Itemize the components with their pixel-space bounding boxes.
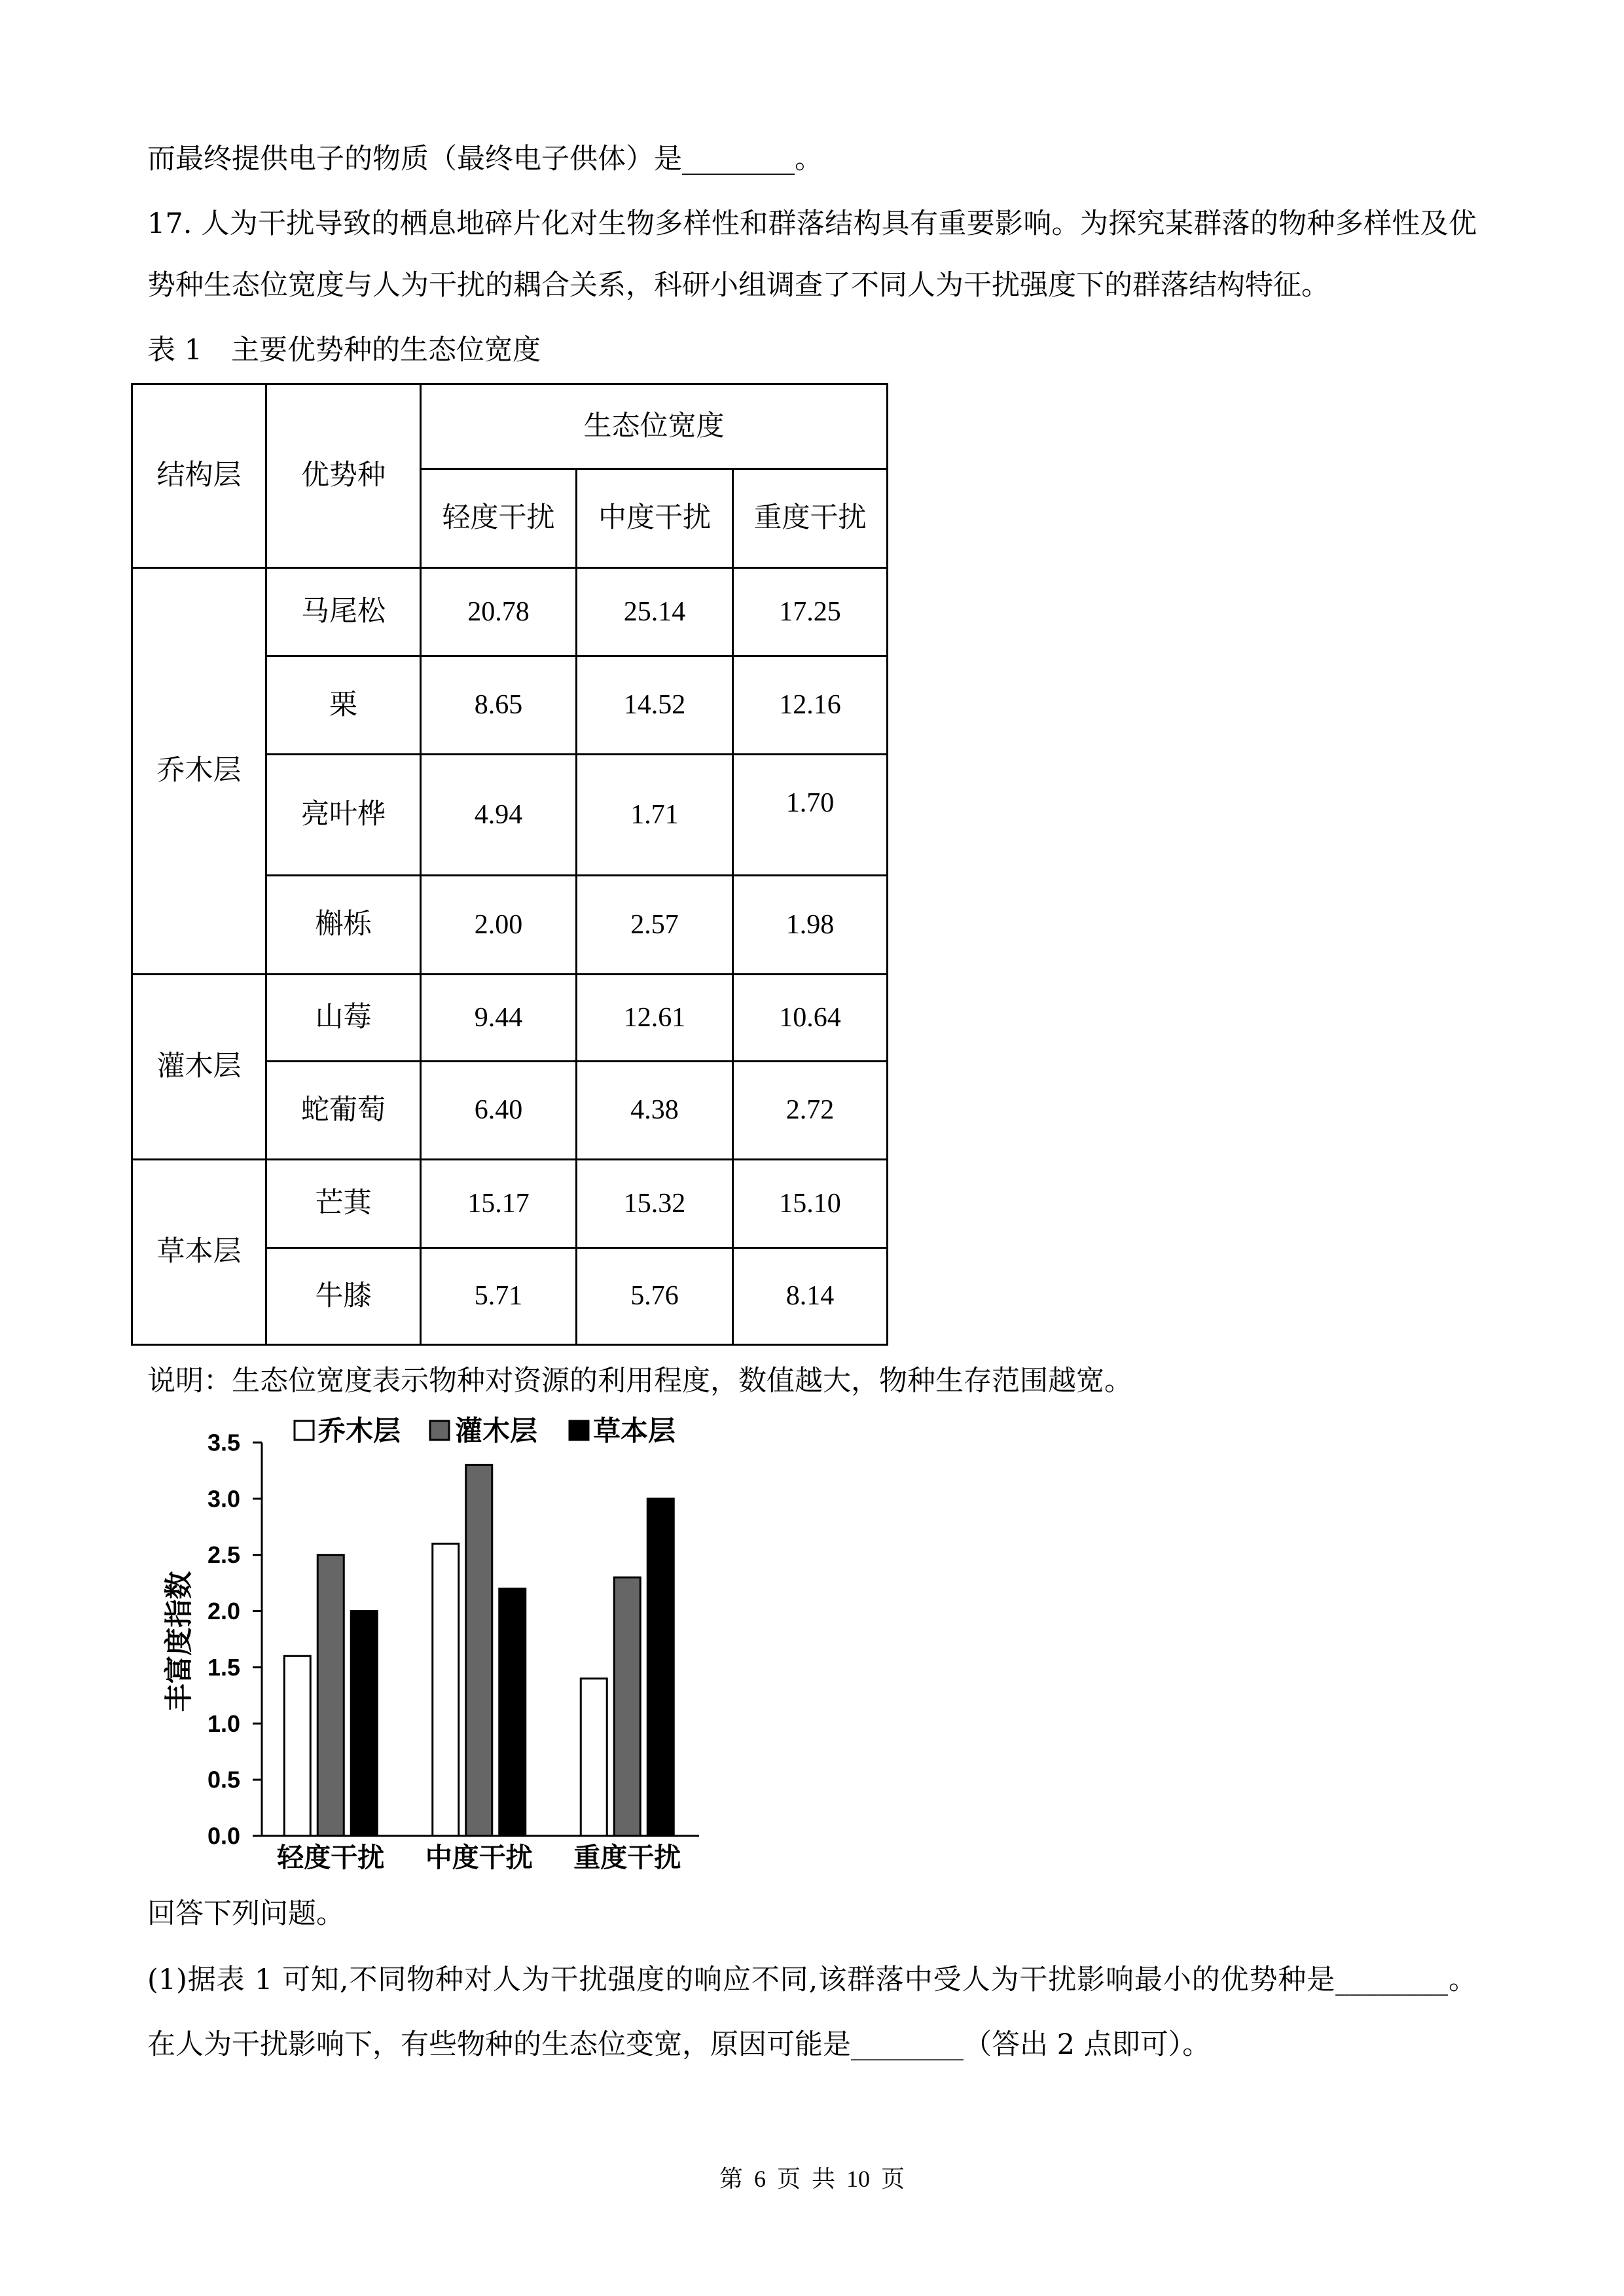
niche-value: 15.32 (577, 1160, 733, 1248)
niche-value: 12.61 (577, 975, 733, 1062)
bar-s0-c2 (581, 1679, 607, 1836)
niche-width-table (131, 383, 888, 1346)
header-heavy-disturbance: 重度干扰 (733, 469, 888, 568)
niche-value: 1.98 (733, 876, 888, 975)
species-name: 马尾松 (266, 568, 421, 656)
header-moderate-disturbance: 中度干扰 (577, 469, 733, 568)
y-tick-label: 0.0 (207, 1822, 240, 1850)
y-tick-label: 2.0 (207, 1598, 240, 1625)
niche-value: 10.64 (733, 975, 888, 1062)
layer-label-shrub: 灌木层 (132, 975, 266, 1160)
y-tick-label: 2.5 (207, 1541, 240, 1569)
bar-s1-c1 (466, 1465, 492, 1836)
question-17-line-1: 17. 人为干扰导致的栖息地碎片化对生物多样性和群落结构具有重要影响。为探究某群落的物种多样性及优 (147, 207, 1477, 240)
niche-value: 17.25 (733, 568, 888, 656)
header-structure-layer: 结构层 (132, 384, 266, 568)
niche-value: 8.65 (421, 656, 577, 755)
niche-value: 12.16 (733, 656, 888, 755)
niche-value: 1.70 (733, 755, 888, 876)
table-header-row (132, 384, 888, 469)
question-1-line-1: (1)据表 1 可知,不同物种对人为干扰强度的响应不同,该群落中受人为干扰影响最小的优势种是________。 (147, 1964, 1477, 1996)
species-name: 牛膝 (266, 1248, 421, 1345)
richness-bar-chart (0, 1401, 785, 1885)
y-tick-label: 3.5 (207, 1429, 240, 1456)
header-light-disturbance: 轻度干扰 (421, 469, 577, 568)
species-name: 栗 (266, 656, 421, 755)
legend-label: 草本层 (593, 1415, 676, 1446)
table-row (132, 1160, 888, 1248)
header-dominant-species: 优势种 (266, 384, 421, 568)
table-caption-label: 表 1 (147, 334, 203, 367)
table-note: 说明：生态位宽度表示物种对资源的利用程度，数值越大，物种生存范围越宽。 (147, 1365, 1132, 1397)
x-category-label: 中度干扰 (425, 1842, 533, 1873)
bar-s1-c2 (614, 1577, 640, 1836)
species-name: 山莓 (266, 975, 421, 1062)
species-name: 蛇葡萄 (266, 1062, 421, 1160)
layer-label-herb: 草本层 (132, 1160, 266, 1345)
y-tick-label: 1.0 (207, 1710, 240, 1737)
page-footer: 第 6 页 共 10 页 (719, 2166, 905, 2192)
niche-value: 4.94 (421, 755, 577, 876)
legend-swatch (430, 1421, 449, 1440)
bar-s2-c2 (647, 1499, 674, 1836)
niche-value: 14.52 (577, 656, 733, 755)
niche-value: 1.71 (577, 755, 733, 876)
y-tick-label: 0.5 (207, 1766, 240, 1793)
header-niche-width: 生态位宽度 (421, 384, 888, 469)
layer-label-tree: 乔木层 (132, 568, 266, 975)
niche-value: 2.72 (733, 1062, 888, 1160)
x-category-label: 重度干扰 (573, 1842, 681, 1873)
x-category-label: 轻度干扰 (277, 1842, 385, 1873)
niche-value: 4.38 (577, 1062, 733, 1160)
species-name: 槲栎 (266, 876, 421, 975)
legend-swatch (569, 1421, 588, 1440)
legend-label: 灌木层 (455, 1415, 538, 1446)
niche-value: 20.78 (421, 568, 577, 656)
bar-s2-c1 (499, 1588, 526, 1836)
y-axis-title: 丰富度指数 (164, 1571, 195, 1712)
species-name: 亮叶桦 (266, 755, 421, 876)
niche-value: 5.71 (421, 1248, 577, 1345)
niche-value: 25.14 (577, 568, 733, 656)
questions-intro: 回答下列问题。 (147, 1897, 344, 1930)
niche-value: 2.57 (577, 876, 733, 975)
niche-value: 2.00 (421, 876, 577, 975)
niche-value: 6.40 (421, 1062, 577, 1160)
table-caption-title: 主要优势种的生态位宽度 (231, 334, 541, 367)
bar-s1-c0 (317, 1555, 344, 1836)
bar-s2-c0 (351, 1611, 377, 1836)
y-tick-label: 3.0 (207, 1485, 240, 1513)
niche-value: 15.17 (421, 1160, 577, 1248)
bar-s0-c1 (433, 1544, 459, 1836)
table-row (132, 975, 888, 1062)
bar-s0-c0 (284, 1656, 310, 1836)
legend-swatch (295, 1421, 314, 1440)
niche-value: 15.10 (733, 1160, 888, 1248)
y-tick-label: 1.5 (207, 1653, 240, 1681)
niche-value: 5.76 (577, 1248, 733, 1345)
niche-value: 8.14 (733, 1248, 888, 1345)
niche-value: 9.44 (421, 975, 577, 1062)
legend-label: 乔木层 (318, 1415, 401, 1446)
question-1-line-2: 在人为干扰影响下，有些物种的生态位变宽，原因可能是________（答出 2 点即可）。 (147, 2028, 1211, 2061)
paragraph-continuation: 而最终提供电子的物质（最终电子供体）是________。 (147, 143, 823, 175)
table-caption (147, 332, 1477, 368)
species-name: 芒萁 (266, 1160, 421, 1248)
question-17-line-2: 势种生态位宽度与人为干扰的耦合关系，科研小组调查了不同人为干扰强度下的群落结构特征。 (147, 269, 1329, 302)
table-row (132, 568, 888, 656)
